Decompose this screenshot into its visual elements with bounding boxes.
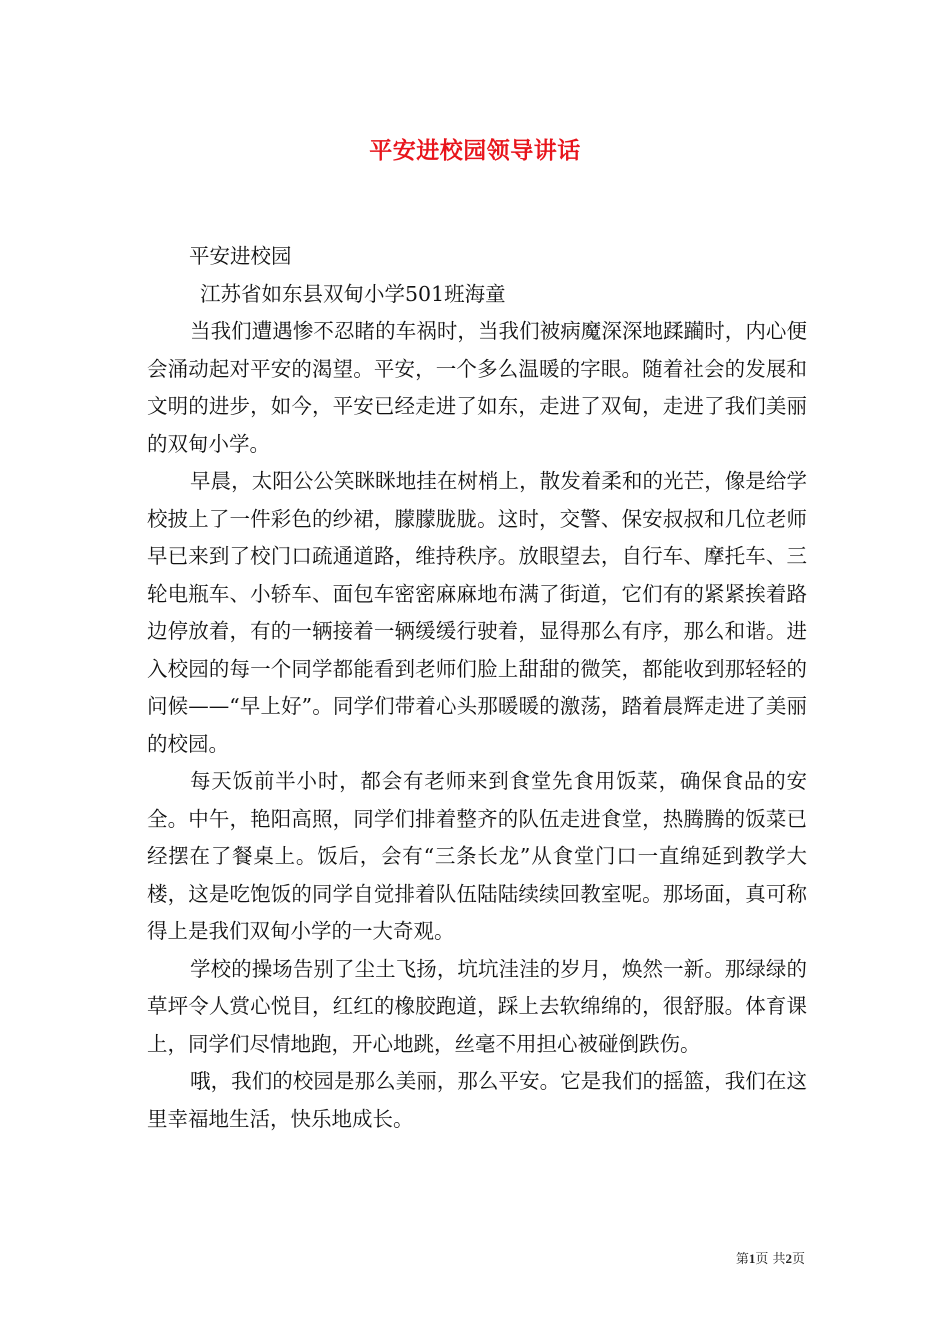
document-title: 平安进校园领导讲话 bbox=[369, 137, 581, 164]
paragraph-3: 每天饭前半小时，都会有老师来到食堂先食用饭菜，确保食品的安全。中午，艳阳高照，同学们排着整齐的队伍走进食堂，热腾腾的饭菜已经摆在了餐桌上。饭后，会有“三条长龙”从食堂门口一直绵延到教学大楼，这是吃饱饭的同学自觉排着队伍陆陆续续回教室呢。那场面，真可称得上是我们双甸小学的一大奇观。 bbox=[147, 769, 807, 943]
author-line: 江苏省如东县双甸小学501班海童 bbox=[200, 281, 506, 306]
paragraph-5: 哦，我们的校园是那么美丽，那么平安。它是我们的摇篮，我们在这里幸福地生活，快乐地成长。 bbox=[147, 1069, 807, 1131]
paragraph-2: 早晨，太阳公公笑眯眯地挂在树梢上，散发着柔和的光芒，像是给学校披上了一件彩色的纱裙，朦朦胧胧。这时，交警、保安叔叔和几位老师早已来到了校门口疏通道路，维持秩序。放眼望去，自行车、摩托车、三轮电瓶车、小轿车、面包车密密麻麻地布满了街道，它们有的紧紧挨着路边停放着，有的一辆接着一辆缓缓行驶着，显得那么有序，那么和谐。进入校园的每一个同学都能看到老师们脸上甜甜的微笑，都能收到那轻轻的问候——“早上好”。同学们带着心头那暖暖的激荡，踏着晨辉走进了美丽的校园。 bbox=[147, 469, 807, 756]
footer-suffix: 页 bbox=[791, 1252, 805, 1267]
footer-prefix: 第 bbox=[735, 1252, 749, 1267]
paragraph-1: 当我们遭遇惨不忍睹的车祸时，当我们被病魔深深地蹂躏时，内心便会涌动起对平安的渴望。平安，一个多么温暖的字眼。随着社会的发展和文明的进步，如今，平安已经走进了如东，走进了双甸，走进了我们美丽的双甸小学。 bbox=[147, 319, 807, 456]
document-subtitle: 平安进校园 bbox=[189, 244, 292, 268]
paragraph-4: 学校的操场告别了尘土飞扬，坑坑洼洼的岁月，焕然一新。那绿绿的草坪令人赏心悦目，红红的橡胶跑道，踩上去软绵绵的，很舒服。体育课上，同学们尽情地跑，开心地跳，丝毫不用担心被碰倒跌伤。 bbox=[147, 956, 807, 1056]
footer-current-page: 1 bbox=[748, 1251, 756, 1266]
footer-middle: 页 共 bbox=[755, 1252, 786, 1267]
footer-total-pages: 2 bbox=[785, 1251, 792, 1266]
page-number-footer bbox=[736, 1248, 805, 1267]
document-body bbox=[147, 238, 807, 1138]
